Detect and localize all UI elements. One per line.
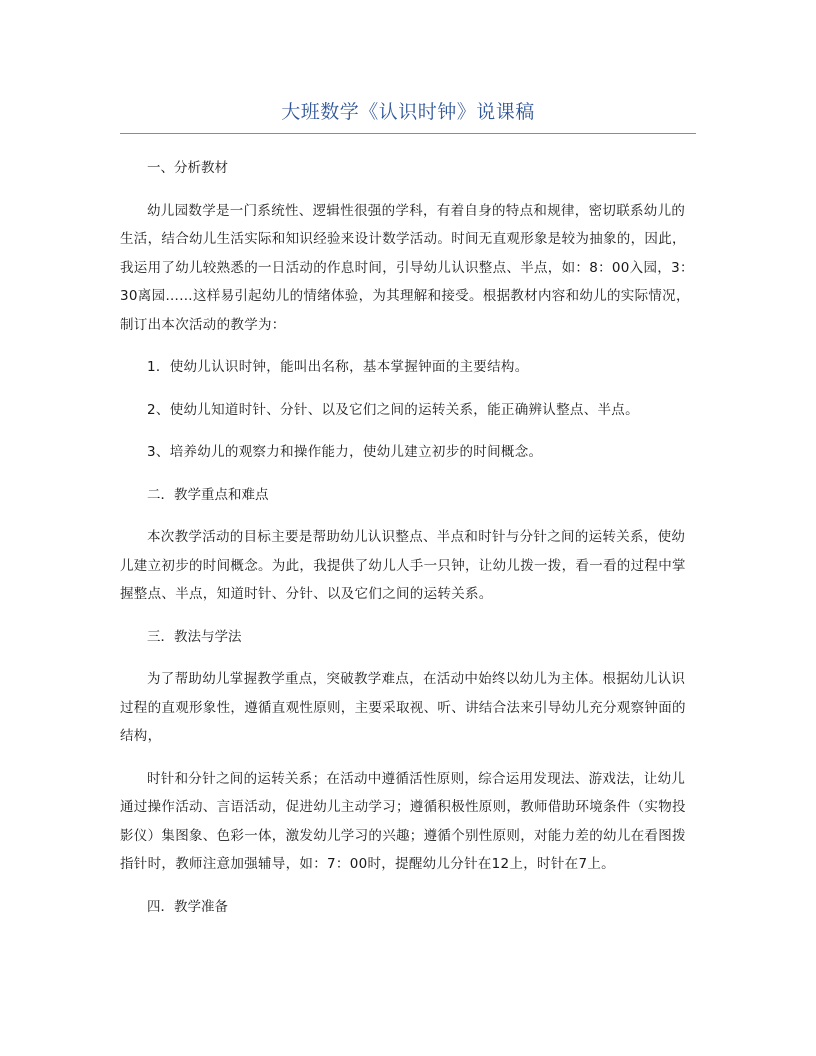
section-3-paragraph-1: 为了帮助幼儿掌握教学重点，突破教学难点，在活动中始终以幼儿为主体。根据幼儿认识过程的直观形象性，遵循直观性原则，主要采取视、听、讲结合法来引导幼儿充分观察钟面的结构， xyxy=(120,671,686,744)
section-heading-4: 四．教学准备 xyxy=(147,898,228,915)
section-heading-2: 二．教学重点和难点 xyxy=(147,486,269,503)
document-title: 大班数学《认识时钟》说课稿 xyxy=(281,101,535,123)
section-1-paragraph-1: 幼儿园数学是一门系统性、逻辑性很强的学科，有着自身的特点和规律，密切联系幼儿的生活，结合幼儿生活实际和知识经验来设计数学活动。时间无直观形象是较为抽象的，因此，我运用了幼儿较熟悉的一日活动的作息时间，引导幼儿认识整点、半点，如：8：00入园，3：30离园……这样易引起幼儿的情绪体验，为其理解和接受。根据教材内容和幼儿的实际情况，制订出本次活动的教学为： xyxy=(120,202,694,333)
section-3-paragraph-2: 时针和分针之间的运转关系；在活动中遵循活性原则，综合运用发现法、游戏法，让幼儿通过操作活动、言语活动，促进幼儿主动学习；遵循积极性原则，教师借助环境条件（实物投影仪）集图象、色彩一体，激发幼儿学习的兴趣；遵循个别性原则，对能力差的幼儿在看图拨指针时，教师注意加强辅导，如：7：00时，提醒幼儿分针在12上，时针在7上。 xyxy=(120,770,686,872)
section-1-paragraph-2: 1．使幼儿认识时钟，能叫出名称，基本掌握钟面的主要结构。 xyxy=(147,359,529,375)
section-1-paragraph-4: 3、培养幼儿的观察力和操作能力，使幼儿建立初步的时间概念。 xyxy=(147,444,543,460)
section-1-paragraph-3: 2、使幼儿知道时针、分针、以及它们之间的运转关系，能正确辨认整点、半点。 xyxy=(147,401,639,418)
document-body xyxy=(120,154,696,921)
section-heading-1: 一、分析教材 xyxy=(147,160,228,176)
section-2-paragraph-1: 本次教学活动的目标主要是帮助幼儿认识整点、半点和时针与分针之间的运转关系，使幼儿建立初步的时间概念。为此，我提供了幼儿人手一只钟，让幼儿拨一拨，看一看的过程中掌握整点、半点，知道时针、分针、以及它们之间的运转关系。 xyxy=(120,529,686,602)
section-heading-3: 三．教法与学法 xyxy=(147,628,242,645)
title-underline xyxy=(120,133,696,134)
